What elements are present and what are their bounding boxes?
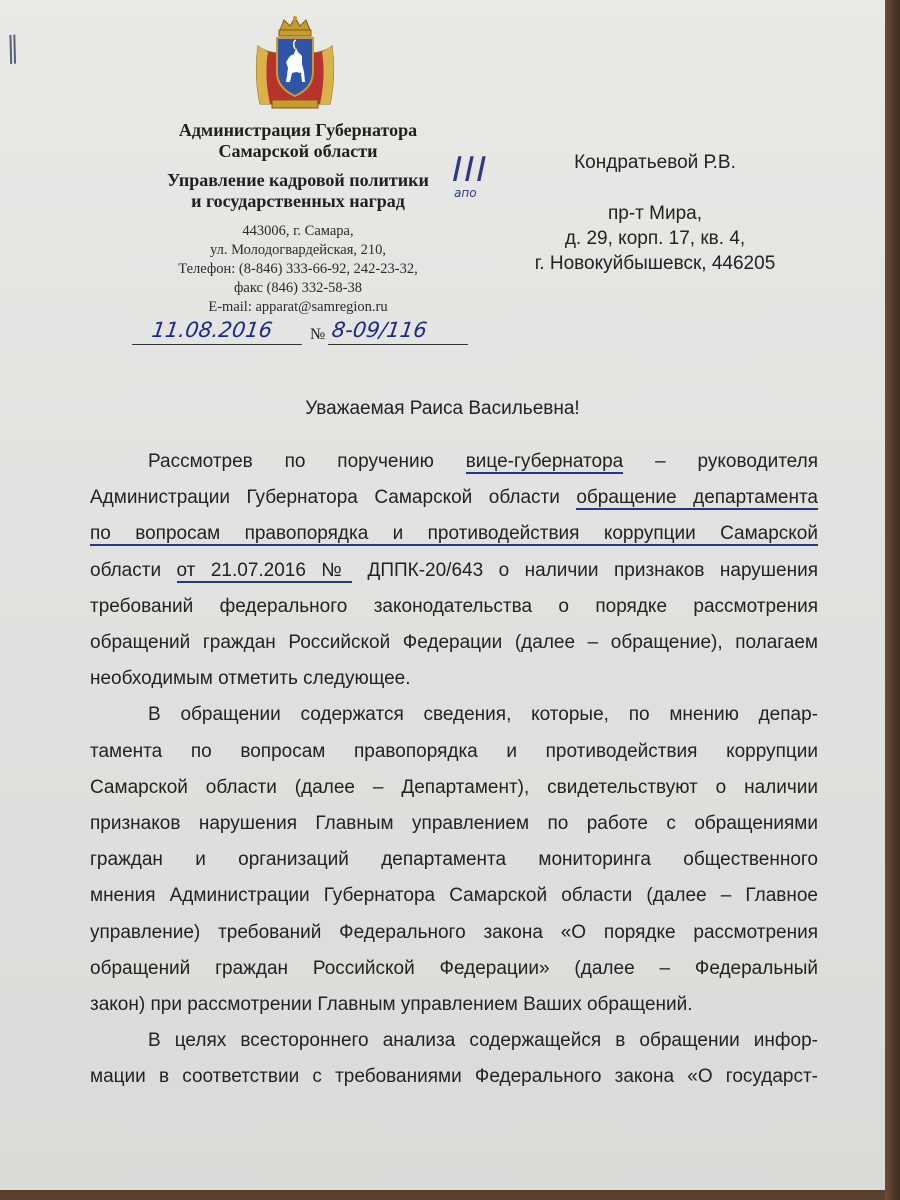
pen-underline: обращение департамента xyxy=(576,487,818,509)
sender-organization-block xyxy=(118,120,478,317)
handwritten-margin-mark: II xyxy=(7,27,17,75)
pen-underline: от 21.07.2016 № xyxy=(176,559,352,581)
letter-body xyxy=(90,444,818,1096)
phone-line: Телефон: (8-846) 333-66-92, 242-23-32, xyxy=(178,261,418,277)
handwritten-mark xyxy=(447,150,493,200)
recipient-name: Кондратьевой Р.В. xyxy=(574,152,736,173)
body-line: Самарской области (далее – Департамент), свидетельствуют о наличии xyxy=(90,776,818,798)
registration-number: 8-09/116 xyxy=(330,318,429,342)
org-title-line2: Самарской области xyxy=(218,141,378,161)
body-line: обращений граждан Российской Федерации (далее – обращение), полагаем xyxy=(90,632,818,654)
table-edge-bottom xyxy=(0,1190,885,1200)
table-edge xyxy=(885,0,900,1200)
body-line: Рассмотрев по поручению вице-губернатора – руководителя xyxy=(148,451,818,472)
body-line: мнения Администрации Губернатора Самарской области (далее – Главное xyxy=(90,885,818,907)
org-sub-line1: Управление кадровой политики xyxy=(167,170,429,190)
coat-of-arms-emblem xyxy=(250,16,340,112)
org-title-line1: Администрация Губернатора xyxy=(178,120,418,140)
recipient-block xyxy=(505,150,805,276)
registration-line xyxy=(132,318,472,348)
body-line: требований федерального законодательства о порядке рассмотрения xyxy=(90,595,818,617)
body-line: В целях всестороннего анализа содержащейся в обращении инфор- xyxy=(148,1030,818,1052)
date-underline xyxy=(132,344,302,345)
body-line: тамента по вопросам правопорядка и противодействия коррупции xyxy=(90,740,818,762)
body-line: В обращении содержатся сведения, которые, по мнению депар- xyxy=(148,704,818,726)
body-line: мации в соответствии с требованиями Федерального закона «О государст- xyxy=(90,1066,818,1088)
email-line: E-mail: apparat@samregion.ru xyxy=(208,299,388,315)
recipient-address-line1: пр-т Мира, xyxy=(607,203,703,224)
body-line xyxy=(90,516,818,552)
body-line: признаков нарушения Главным управлением по работе с обращениями xyxy=(90,813,818,835)
body-line: области от 21.07.2016 № ДППК-20/643 о наличии признаков нарушения xyxy=(90,559,818,581)
body-line: Администрации Губернатора Самарской области обращение департамента xyxy=(90,487,818,509)
body-line: граждан и организаций департамента мониторинга общественного xyxy=(90,849,818,871)
number-sign: № xyxy=(310,326,326,343)
body-line: управление) требований Федерального закона «О порядке рассмотрения xyxy=(90,921,818,943)
recipient-address-line3: г. Новокуйбышевск, 446205 xyxy=(534,253,776,274)
handwritten-strokes: III xyxy=(447,150,493,190)
fax-line: факс (846) 332-58-38 xyxy=(233,280,362,296)
registration-date: 11.08.2016 xyxy=(150,318,274,342)
body-line: обращений граждан Российской Федерации» (далее – Федеральный xyxy=(90,957,818,979)
body-line: необходимым отметить следующее. xyxy=(90,668,411,690)
org-sub-line2: и государственных наград xyxy=(191,191,405,211)
handwritten-note: апо xyxy=(454,186,477,200)
body-line: закон) при рассмотрении Главным управлением Ваших обращений. xyxy=(90,994,693,1016)
address-line2: ул. Молодогвардейская, 210, xyxy=(209,242,387,258)
greeting: Уважаемая Раиса Васильевна! xyxy=(305,398,580,419)
pen-underline: по вопросам правопорядка и противодействия коррупции Самарской xyxy=(90,523,818,545)
recipient-address-line2: д. 29, корп. 17, кв. 4, xyxy=(564,228,746,249)
address-line1: 443006, г. Самара, xyxy=(242,223,354,239)
pen-underline: вице-губернатора xyxy=(465,451,624,472)
number-underline xyxy=(328,344,468,345)
